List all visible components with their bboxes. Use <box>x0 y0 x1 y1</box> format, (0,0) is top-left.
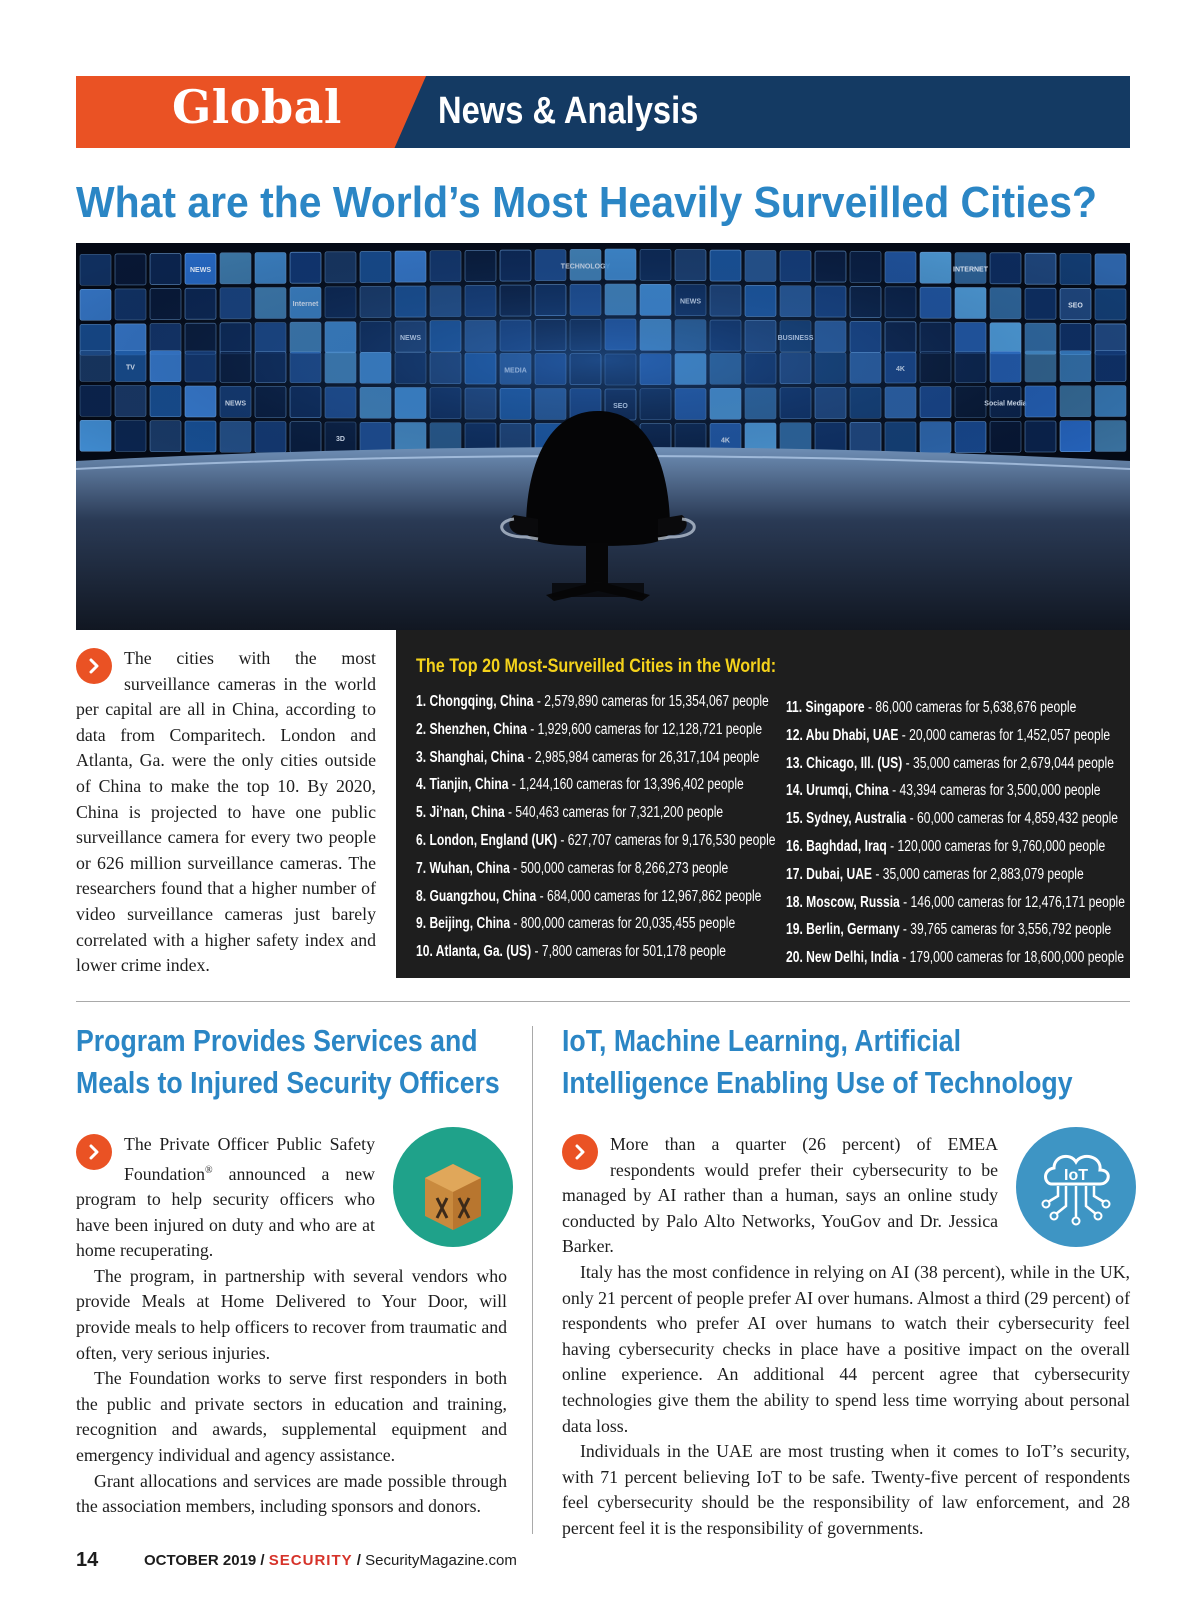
list-item: 18. Moscow, Russia - 146,000 cameras for 12,476,171 people <box>786 893 1125 911</box>
hero-image <box>76 243 1130 630</box>
left-article-body <box>76 1132 507 1520</box>
banner-section-global: Global <box>172 80 342 134</box>
left-article-paragraph: The program, in partnership with several vendors who provide Meals at Home Delivered to Your Door, will provide meals to help officers to recover from traumatic and often, very serious injuries. <box>76 1265 507 1363</box>
left-article-paragraph: Grant allocations and services are made possible through the association members, including sponsors and donors. <box>76 1470 507 1517</box>
list-item: 5. Ji’nan, China - 540,463 cameras for 7,321,200 people <box>416 804 724 822</box>
list-item: 13. Chicago, Ill. (US) - 35,000 cameras for 2,679,044 people <box>786 754 1114 772</box>
page-footer <box>76 1549 517 1572</box>
list-item: 20. New Delhi, India - 179,000 cameras for 18,600,000 people <box>786 949 1125 967</box>
list-item: 7. Wuhan, China - 500,000 cameras for 8,266,273 people <box>416 859 729 877</box>
list-item: 6. London, England (UK) - 627,707 cameras for 9,176,530 people <box>416 831 776 849</box>
list-item: 17. Dubai, UAE - 35,000 cameras for 2,883,079 people <box>786 865 1084 883</box>
top-20-cities-box <box>396 630 1130 978</box>
main-headline: What are the World’s Most Heavily Surveilled Cities? <box>76 178 1097 227</box>
right-article-body <box>562 1132 1130 1542</box>
left-article-title: Program Provides Services and Meals to Injured Security Officers <box>76 1023 500 1100</box>
list-item: 15. Sydney, Australia - 60,000 cameras for 4,859,432 people <box>786 810 1119 828</box>
banner-section-news: News & Analysis <box>438 90 699 132</box>
list-item: 10. Atlanta, Ga. (US) - 7,800 cameras for 501,178 people <box>416 943 727 961</box>
magazine-brand: SECURITY <box>268 1552 353 1569</box>
section-banner <box>76 76 1130 148</box>
meal-box-icon <box>387 1126 519 1248</box>
screen-wall-illustration <box>76 243 1130 630</box>
list-item: 12. Abu Dhabi, UAE - 20,000 cameras for 1,452,057 people <box>786 726 1111 744</box>
right-article-paragraph: Individuals in the UAE are most trusting when it comes to IoT’s security, with 71 percent believing IoT to be safe. Twenty-five percent of respondents feel cybersecurity should be the responsibility of law enforcement, and 28 percent feel it is the responsibility of governments. <box>562 1441 1130 1538</box>
chevron-right-icon <box>562 1134 598 1170</box>
left-article-paragraph: The Foundation works to serve first responders in both the public and private sectors in education and training, recognition and awards, supplemental equipment and emergency individual and agency assistance. <box>76 1368 507 1466</box>
chevron-right-icon <box>76 648 112 684</box>
top-20-title: The Top 20 Most-Surveilled Cities in the World: <box>416 656 777 677</box>
list-item: 14. Urumqi, China - 43,394 cameras for 3,500,000 people <box>786 782 1101 800</box>
list-item: 9. Beijing, China - 800,000 cameras for 20,035,455 people <box>416 915 736 933</box>
list-item: 11. Singapore - 86,000 cameras for 5,638,676 people <box>786 699 1077 716</box>
chevron-right-icon <box>76 1134 112 1170</box>
iot-cloud-icon <box>1010 1126 1142 1248</box>
list-item: 16. Baghdad, Iraq - 120,000 cameras for 9,760,000 people <box>786 837 1106 855</box>
page-number: 14 <box>76 1549 99 1571</box>
list-item: 19. Berlin, Germany - 39,765 cameras for 3,556,792 people <box>786 921 1112 939</box>
intro-text: The cities with the most surveillance cameras in the world per capital are all in China, according to data from Comparitech. London and Atlanta, Ga. were the only cities outside of China to make the top 10. By 2020, China is projected to have one public surveillance camera for every two people or 626 million surveillance cameras. The researchers found that a higher number of video surveillance cameras just barely correlated with a higher safety index and lower crime index. <box>76 648 376 976</box>
list-item: 8. Guangzhou, China - 684,000 cameras for 12,967,862 people <box>416 887 762 905</box>
right-article-title: IoT, Machine Learning, Artificial Intelligence Enabling Use of Technology <box>562 1023 1073 1100</box>
left-article-paragraph: The Private Officer Public Safety Foundation® announced a new program to help security officers who have been injured on duty and who are at home recuperating. <box>76 1134 375 1261</box>
right-article-paragraph: Italy has the most confidence in relying on AI (38 percent), while in the UK, only 21 percent of people prefer AI over humans. Almost a third (29 percent) of respondents who prefer AI over humans to watch their cybersecurity feel having cybersecurity checks in place have a positive impact on the overall online experience. An additional 44 percent agree that cybersecurity technologies give them the ability to spend less time worrying about personal data loss. <box>562 1261 1130 1436</box>
right-article-paragraph: More than a quarter (26 percent) of EMEA respondents would prefer their cybersecurity to be managed by AI rather than a human, says an online study conducted by Palo Alto Networks, YouGov and Dr. Jessica Barker. <box>562 1134 998 1257</box>
footer-site-link[interactable]: SecurityMagazine.com <box>365 1552 517 1569</box>
intro-paragraph <box>76 646 376 979</box>
list-item: 2. Shenzhen, China - 1,929,600 cameras for 12,128,721 people <box>416 720 763 738</box>
list-item: 4. Tianjin, China - 1,244,160 cameras for 13,396,402 people <box>416 776 744 794</box>
column-divider <box>532 1026 533 1534</box>
list-item: 3. Shanghai, China - 2,985,984 cameras for 26,317,104 people <box>416 748 760 766</box>
top-list-column-right <box>786 694 1200 972</box>
horizontal-divider <box>76 1001 1130 1002</box>
footer-meta: OCTOBER 2019 / SECURITY / SecurityMagazine.com <box>144 1552 517 1569</box>
svg-text:IoT: IoT <box>1064 1167 1088 1184</box>
list-item: 1. Chongqing, China - 2,579,890 cameras for 15,354,067 people <box>416 693 769 710</box>
